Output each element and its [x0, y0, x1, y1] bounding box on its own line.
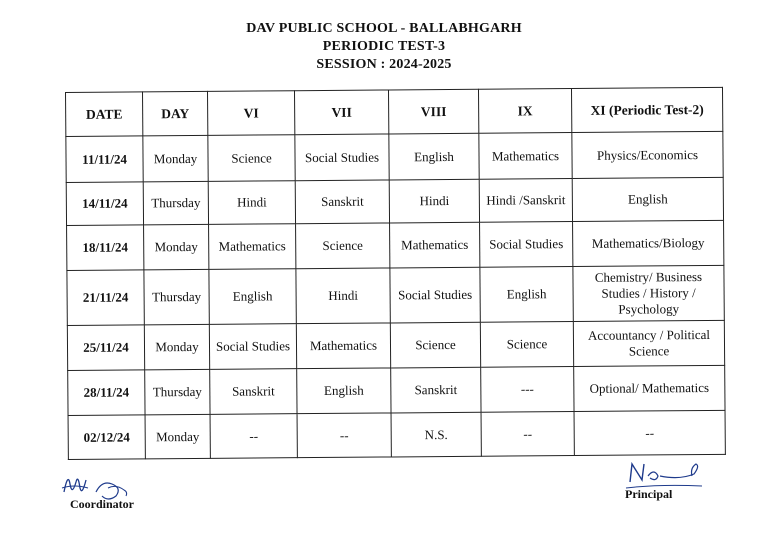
- subject-cell-vi: Mathematics: [209, 224, 296, 270]
- subject-cell-ix: Social Studies: [480, 222, 573, 268]
- subject-cell-viii: English: [389, 133, 479, 180]
- table-row: [67, 265, 724, 325]
- subject-cell-ix: ---: [481, 367, 574, 413]
- coordinator-label: Coordinator: [70, 497, 134, 511]
- subject-cell-xi: Optional/ Mathematics: [574, 365, 725, 411]
- table-header-row: [66, 87, 723, 136]
- subject-cell-xi: Chemistry/ Business Studies / History / Psychology: [573, 265, 724, 321]
- subject-cell-vi: Social Studies: [209, 324, 296, 370]
- day-cell: Monday: [145, 414, 210, 459]
- subject-cell-viii: Science: [390, 322, 480, 368]
- exam-schedule-table: [65, 87, 726, 460]
- date-cell: 14/11/24: [66, 182, 143, 226]
- subject-cell-vii: Social Studies: [295, 134, 389, 181]
- table-row: [66, 177, 723, 225]
- table-row: [67, 320, 724, 370]
- principal-label: Principal: [625, 487, 673, 501]
- subject-cell-vii: Science: [296, 223, 390, 269]
- subject-cell-xi: Physics/Economics: [572, 131, 723, 178]
- subject-cell-viii: Sanskrit: [391, 367, 481, 413]
- subject-cell-vii: Hindi: [296, 268, 390, 324]
- subject-cell-vi: Sanskrit: [210, 369, 297, 415]
- day-cell: Monday: [143, 135, 208, 182]
- subject-cell-ix: Mathematics: [479, 133, 572, 180]
- subject-cell-ix: Science: [480, 322, 573, 368]
- column-header-day: DAY: [143, 91, 208, 136]
- subject-cell-vi: English: [209, 269, 296, 325]
- subject-cell-vii: --: [297, 413, 391, 458]
- subject-cell-xi: Accountancy / Political Science: [573, 320, 724, 366]
- date-cell: 21/11/24: [67, 270, 144, 326]
- date-cell: 25/11/24: [67, 325, 144, 371]
- subject-cell-ix: --: [481, 412, 574, 457]
- column-header-date: DATE: [66, 92, 143, 137]
- subject-cell-vi: --: [210, 414, 297, 459]
- document-header: [0, 20, 768, 74]
- subject-cell-viii: N.S.: [391, 412, 481, 457]
- column-header-vii: VII: [294, 90, 388, 135]
- subject-cell-viii: Hindi: [389, 179, 479, 223]
- table-row: [66, 131, 723, 182]
- day-cell: Monday: [144, 324, 209, 370]
- subject-cell-xi: Mathematics/Biology: [573, 220, 724, 266]
- column-header-xi: XI (Periodic Test-2): [571, 87, 722, 132]
- subject-cell-xi: --: [574, 410, 725, 455]
- table-row: [68, 365, 725, 415]
- subject-cell-viii: Mathematics: [390, 222, 480, 268]
- day-cell: Thursday: [144, 269, 209, 325]
- subject-cell-vii: English: [297, 368, 391, 414]
- subject-cell-ix: English: [480, 267, 573, 323]
- table-row: [68, 410, 725, 459]
- date-cell: 28/11/24: [68, 370, 145, 416]
- column-header-ix: IX: [478, 89, 571, 134]
- school-name: DAV PUBLIC SCHOOL - BALLABHGARH: [246, 21, 522, 36]
- day-cell: Thursday: [145, 369, 210, 415]
- test-name: PERIODIC TEST-3: [322, 39, 446, 54]
- subject-cell-viii: Social Studies: [390, 267, 480, 323]
- day-cell: Monday: [144, 224, 209, 270]
- subject-cell-vii: Sanskrit: [295, 180, 389, 224]
- session-label: SESSION : 2024-2025: [316, 57, 452, 72]
- column-header-vi: VI: [207, 91, 294, 136]
- subject-cell-vii: Mathematics: [296, 323, 390, 369]
- day-cell: Thursday: [143, 181, 208, 225]
- date-cell: 02/12/24: [68, 415, 145, 460]
- column-header-viii: VIII: [388, 89, 478, 134]
- date-cell: 18/11/24: [67, 225, 144, 271]
- subject-cell-xi: English: [572, 177, 723, 221]
- table-row: [67, 220, 724, 270]
- subject-cell-vi: Hindi: [208, 181, 295, 225]
- subject-cell-vi: Science: [208, 135, 295, 182]
- subject-cell-ix: Hindi /Sanskrit: [479, 179, 572, 223]
- date-cell: 11/11/24: [66, 136, 143, 183]
